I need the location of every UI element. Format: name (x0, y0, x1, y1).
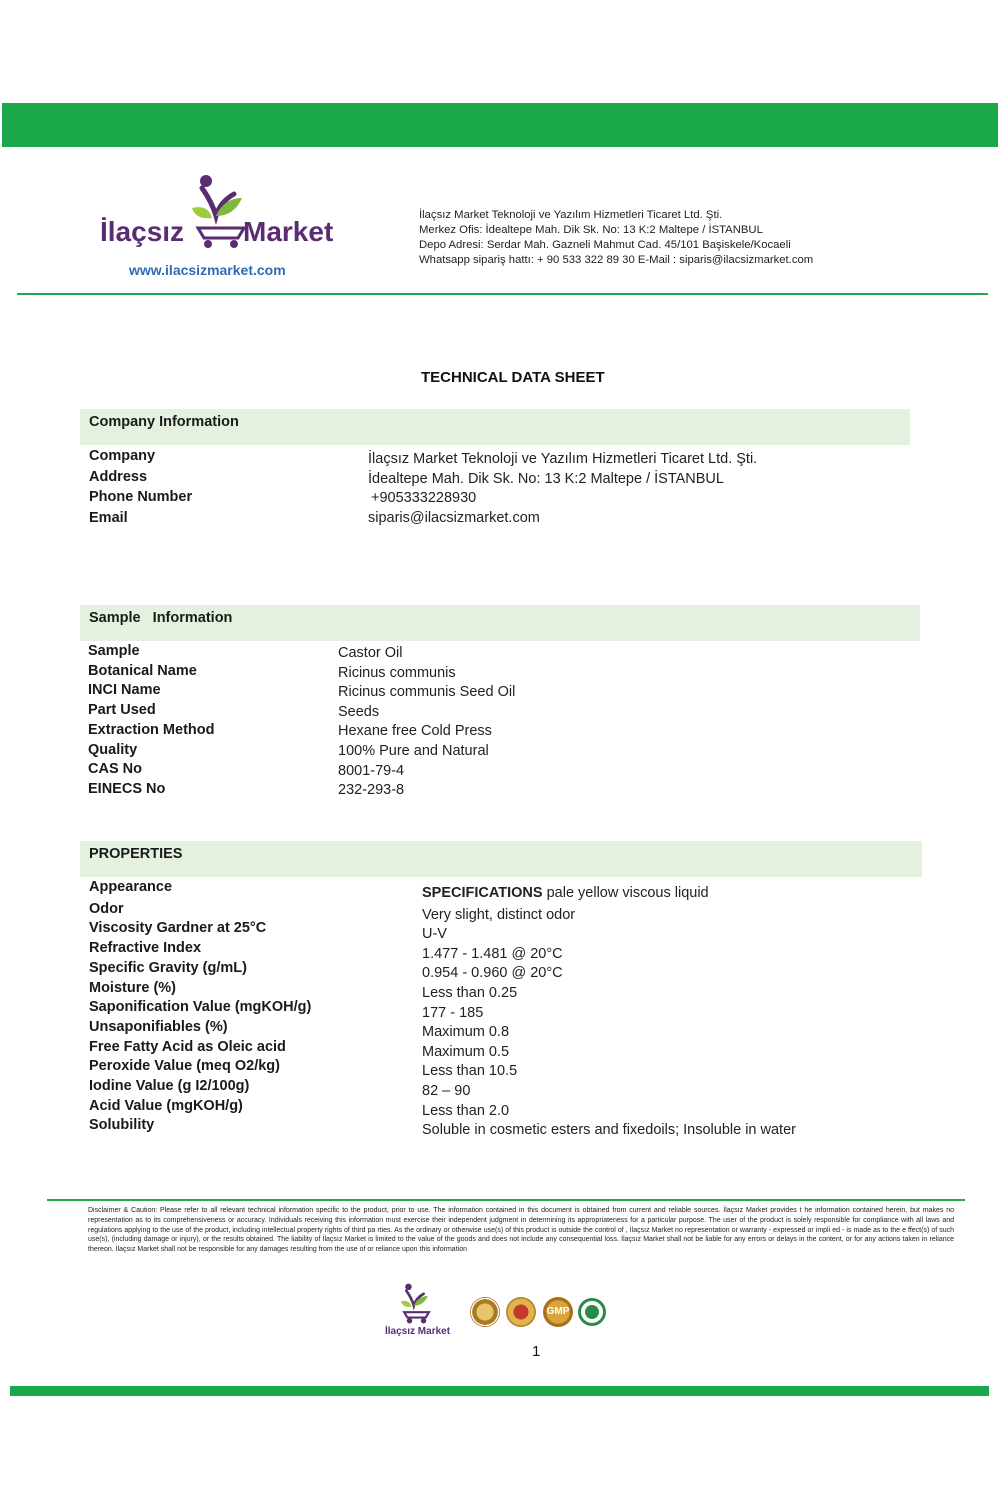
odor-value: Very slight, distinct odor (422, 906, 576, 923)
gmp-badge-label: GMP (546, 1306, 570, 1317)
phone-label: Phone Number (89, 489, 193, 505)
page-title: TECHNICAL DATA SHEET (421, 369, 605, 386)
company-header-line: Whatsapp sipariş hattı: + 90 533 322 89 30 E-Mail : siparis@ilacsizmarket.com (419, 254, 814, 266)
saponification-label: Saponification Value (mgKOH/g) (89, 999, 312, 1016)
company-header-line: İlaçsız Market Teknoloji ve Yazılım Hizmetleri Ticaret Ltd. Şti. (419, 209, 723, 221)
leaf-cart-icon-small (394, 1282, 438, 1324)
halal-badge-icon (578, 1298, 606, 1326)
free-fatty-acid-value: Maximum 0.5 (422, 1043, 510, 1060)
extraction-method-label: Extraction Method (88, 721, 215, 738)
company-header (419, 208, 813, 268)
quality-value: 100% Pure and Natural (338, 742, 489, 759)
quality-label: Quality (88, 741, 138, 758)
peroxide-value: Less than 10.5 (422, 1063, 518, 1080)
footer-logo (384, 1282, 464, 1340)
cas-no-label: CAS No (88, 761, 142, 778)
company-label: Company (89, 448, 156, 464)
gmp-badge-icon (543, 1297, 573, 1327)
sample-value: Castor Oil (338, 645, 403, 661)
properties-labels (89, 878, 311, 1136)
iodine-value-label: Iodine Value (g I2/100g) (89, 1078, 250, 1095)
refractive-index-label: Refractive Index (89, 940, 202, 957)
company-value: İlaçsız Market Teknoloji ve Yazılım Hizmetleri Ticaret Ltd. Şti. (368, 451, 758, 467)
unsaponifiables-label: Unsaponifiables (%) (89, 1018, 228, 1035)
page-number: 1 (532, 1343, 541, 1360)
odor-label: Odor (89, 900, 124, 917)
company-header-line: Merkez Ofis: İdealtepe Mah. Dik Sk. No: 13 K:2 Maltepe / İSTANBUL (419, 224, 763, 236)
part-used-label: Part Used (88, 702, 156, 719)
saponification-value: 177 - 185 (422, 1004, 484, 1021)
appearance-label: Appearance (89, 879, 173, 895)
website-link[interactable]: www.ilacsizmarket.com (129, 262, 286, 278)
header-divider (17, 293, 988, 295)
unsaponifiables-value: Maximum 0.8 (422, 1024, 510, 1041)
solubility-label: Solubility (89, 1117, 155, 1134)
disclaimer-text: Disclaimer & Caution: Please refer to all relevant technical information specific to the product, prior to use. The information contained in this document is obtained from current and reliable sources. İlaçsız Market provides t he information contained herein, but makes no representation as to its comprehensiveness or accuracy. Individuals receiving this information must exercise their independent judgment in determining its appropriateness for a particular purpose. The user of the product is solely responsible for compliance with all laws and regulations applying to the use of the product, including intellectual property rights of third pa rties. As the ordinary or otherwise use(s) of this product is outside the control of , İlaçsız Market no representation or warranty - expressed or impli ed - is made as to the e ffect(s) of such use(s), (including damage or injury), or the results obtained. The liability of İlaçsız Market is limited to the value of the goods and does not include any consequential loss. İlaçsız Market shall not be liable for any errors or delays in the content, or for any actions taken in reliance thereon. İlaçsız Market shall not be responsible for any damages resulting from the use of or reliance upon this information (88, 1207, 954, 1254)
sample-label: Sample (88, 643, 140, 659)
specifications-label: SPECIFICATIONS (422, 885, 543, 901)
bottom-green-band (10, 1386, 989, 1396)
email-label: Email (89, 509, 128, 526)
inci-name-label: INCI Name (88, 682, 161, 699)
einecs-no-value: 232-293-8 (338, 782, 405, 799)
brand-name-right: Market (243, 216, 334, 247)
inci-name-value: Ricinus communis Seed Oil (338, 684, 516, 701)
refractive-index-value: 1.477 - 1.481 @ 20°C (422, 945, 563, 962)
brand-logo (98, 172, 358, 282)
address-label: Address (89, 468, 148, 485)
extraction-method-value: Hexane free Cold Press (338, 723, 492, 740)
moisture-label: Moisture (%) (89, 979, 176, 996)
acid-value: Less than 2.0 (422, 1102, 510, 1119)
natural-badge-icon (470, 1297, 500, 1327)
leaf-cart-icon (190, 172, 250, 250)
specific-gravity-value: 0.954 - 0.960 @ 20°C (422, 965, 563, 982)
iodine-value: 82 – 90 (422, 1082, 471, 1099)
free-fatty-acid-label: Free Fatty Acid as Oleic acid (89, 1038, 286, 1055)
top-green-band (2, 103, 998, 147)
halal-badge-center (585, 1305, 599, 1319)
acid-value-label: Acid Value (mgKOH/g) (89, 1097, 243, 1114)
properties-heading: PROPERTIES (80, 841, 922, 877)
solubility-value: Soluble in cosmetic esters and fixedoils; Insoluble in water (422, 1122, 796, 1139)
phone-value: +905333228930 (371, 490, 477, 506)
part-used-value: Seeds (338, 703, 380, 720)
sample-info-labels (88, 642, 214, 800)
footer-logo-text: İlaçsız Market (385, 1326, 451, 1337)
company-header-line: Depo Adresi: Serdar Mah. Gazneli Mahmut Cad. 45/101 Başiskele/Kocaeli (419, 239, 791, 251)
footer-divider (47, 1199, 965, 1201)
specific-gravity-label: Specific Gravity (g/mL) (89, 959, 247, 976)
sample-info-heading: Sample Information (80, 605, 920, 641)
company-info-values (368, 450, 757, 528)
email-value[interactable]: siparis@ilacsizmarket.com (368, 509, 540, 526)
appearance-value: pale yellow viscous liquid (546, 885, 709, 901)
sample-info-values (338, 644, 515, 801)
cas-no-value: 8001-79-4 (338, 762, 405, 779)
botanical-name-label: Botanical Name (88, 662, 197, 679)
address-value: İdealtepe Mah. Dik Sk. No: 13 K:2 Maltepe / İSTANBUL (368, 470, 724, 487)
appearance-value-row (422, 884, 796, 904)
peroxide-value-label: Peroxide Value (meq O2/kg) (89, 1058, 280, 1075)
quality-seal-icon (506, 1297, 536, 1327)
viscosity-label: Viscosity Gardner at 25°C (89, 920, 267, 937)
brand-name-left: İlaçsız (100, 216, 185, 247)
botanical-name-value: Ricinus communis (338, 664, 456, 681)
einecs-no-label: EINECS No (88, 780, 166, 797)
properties-values (422, 884, 796, 1141)
viscosity-value: U-V (422, 926, 447, 943)
company-info-labels (89, 446, 192, 528)
moisture-value: Less than 0.25 (422, 984, 518, 1001)
company-info-heading: Company Information (80, 409, 910, 445)
